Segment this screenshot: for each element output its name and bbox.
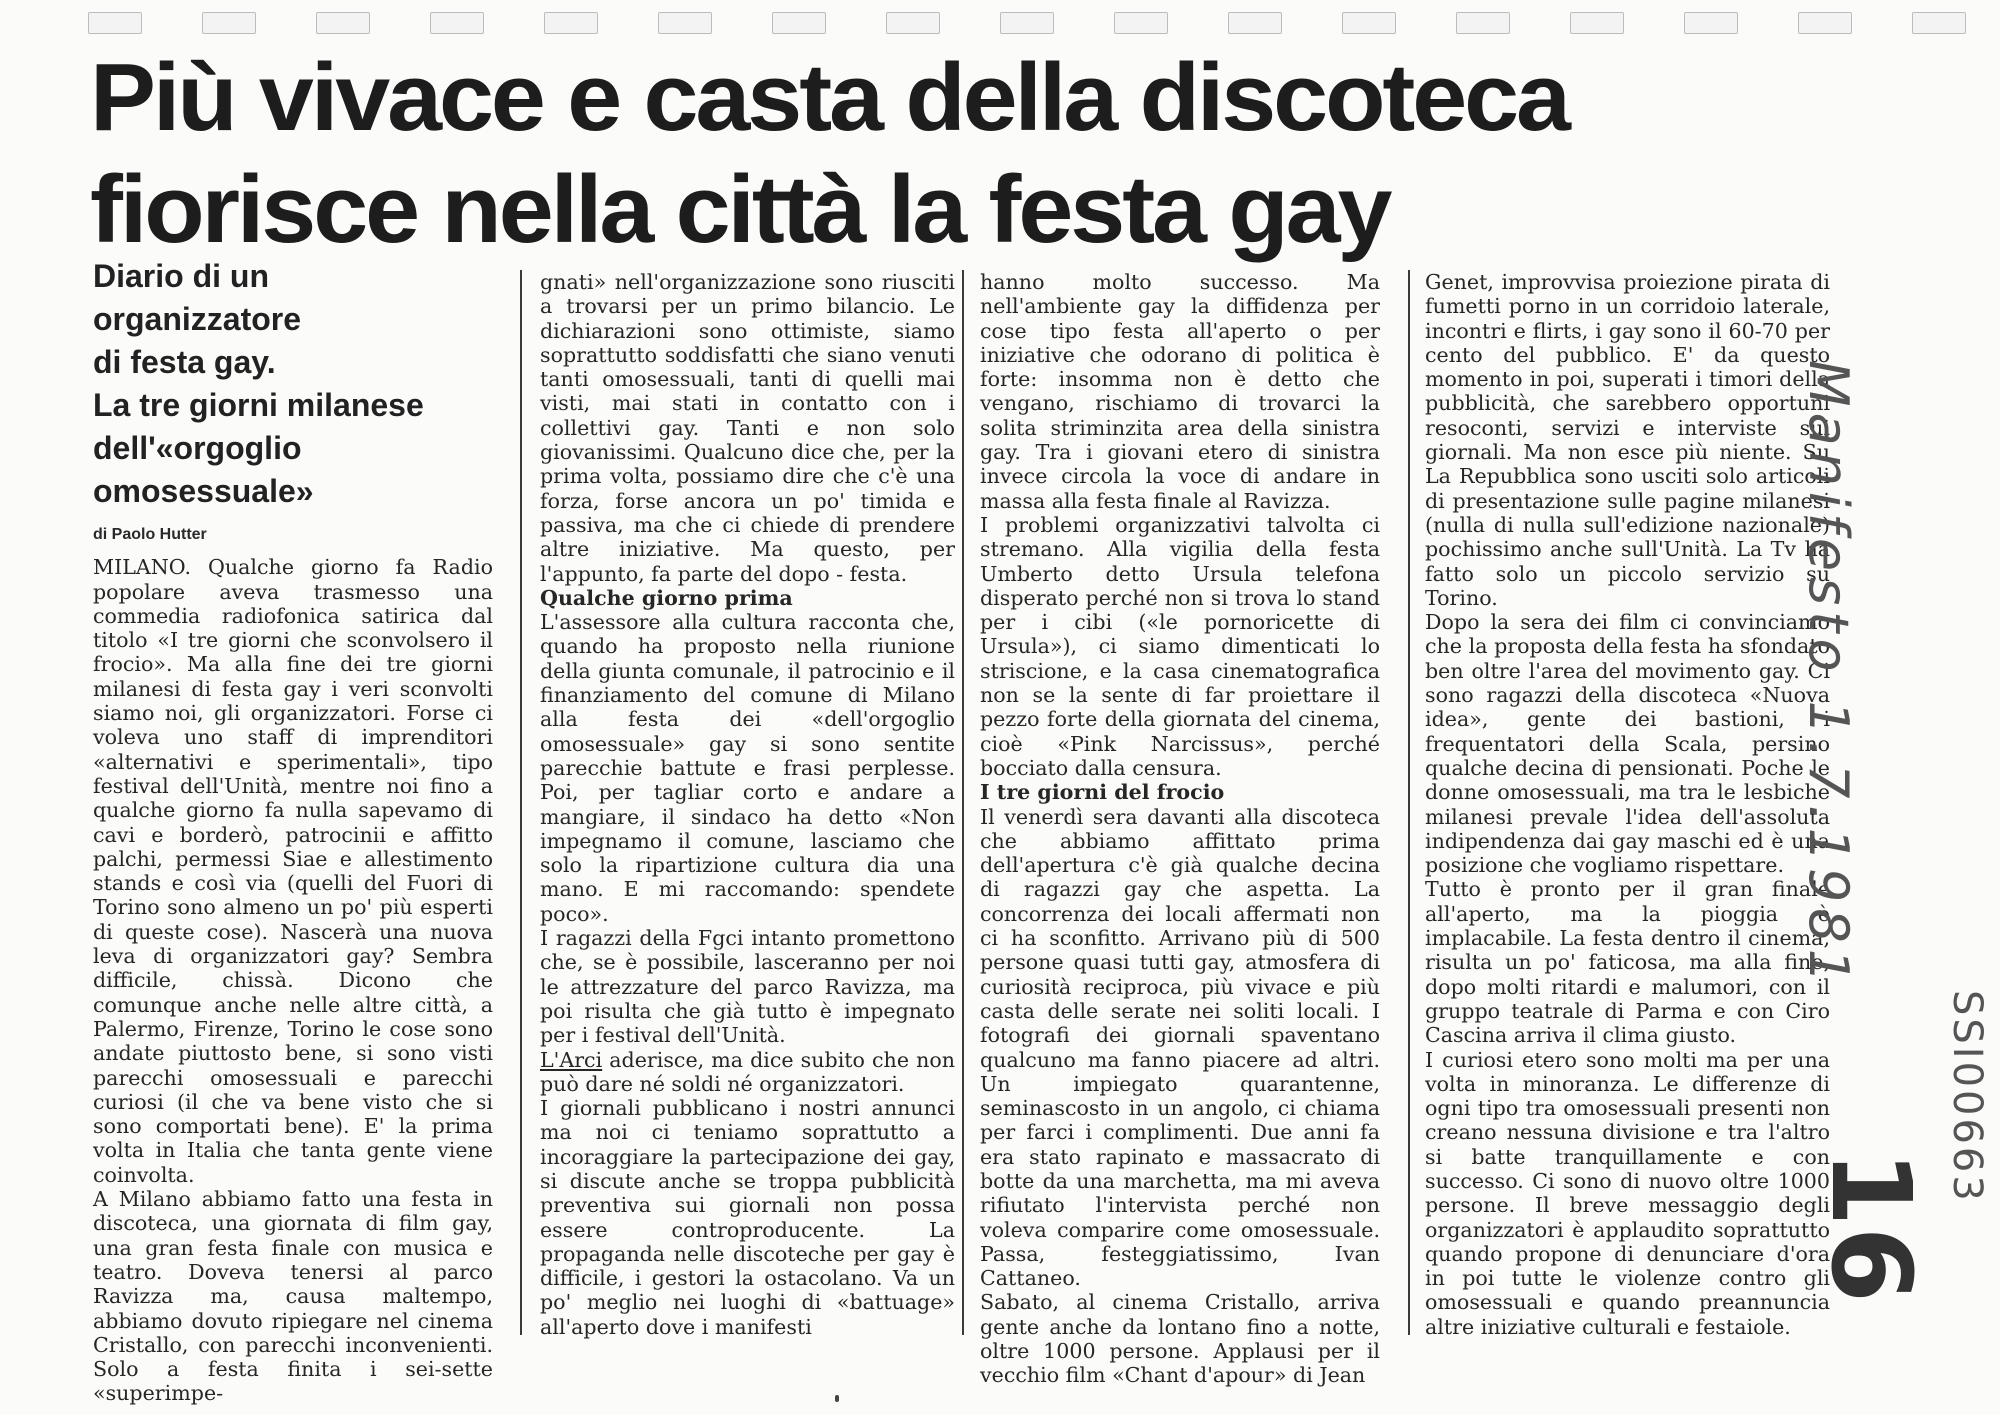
paragraph [540, 1048, 955, 1097]
article-column-1 [93, 255, 493, 1406]
paragraph: I ragazzi della Fgci intanto promettono che, se è possibile, lasceranno per noi le attrezzature del parco Ravizza, ma poi risulta che già tutto è impegnato per i festival dell'Unità. [540, 926, 955, 1048]
paragraph-text: aderisce, ma dice subito che non può dare né soldi né organizzatori. [540, 1047, 955, 1096]
archive-code-note: SSI00663 [1944, 990, 1990, 1204]
perforation-box [1342, 12, 1396, 34]
perforation-box [316, 12, 370, 34]
paragraph: A Milano abbiamo fatto una festa in discoteca, una giornata di film gay, una gran festa finale con musica e teatro. Doveva tenersi al parco Ravizza ma, causa maltempo, abbiamo dovuto ripiegare nel cinema Cristallo, con parecchi inconvenienti. Solo a festa finita i sei-sette «superimpe- [93, 1187, 493, 1406]
section-subhead: I tre giorni del frocio [980, 780, 1225, 805]
paragraph: gnati» nell'organizzazione sono riusciti a trovarsi per un primo bilancio. Le dichiarazioni sono ottimiste, siamo soprattutto soddisfatti che siano venuti tanti omosessuali, tanti di quelli mai visti, mai stati in contatto con i collettivi gay. Tanti e non solo giovanissimi. Qualcuno dice che, per la prima volta, possiamo dire che c'è una forza, forse ancora un po' timida e passiva, ma che ci chiede di prendere altre iniziative. Ma questo, per l'appunto, fa parte del dopo - festa. [540, 270, 955, 586]
deck-line: Diario di un [93, 258, 269, 294]
column-rule [962, 270, 964, 1335]
deck-line: La tre giorni milanese [93, 387, 424, 423]
perforation-box [1570, 12, 1624, 34]
perforation-box [886, 12, 940, 34]
column-rule [1408, 270, 1410, 1335]
perforation-box [544, 12, 598, 34]
deck-line: organizzatore [93, 301, 302, 337]
ink-speck [835, 1395, 839, 1402]
perforation-box [1000, 12, 1054, 34]
handwritten-source-note: Manifesto 1.7.1981 [1797, 360, 1860, 990]
column-rule [520, 270, 522, 1335]
byline: di Paolo Hutter [93, 526, 207, 543]
deck-subheadline [93, 255, 493, 513]
perforation-box [1684, 12, 1738, 34]
perforation-box [1912, 12, 1966, 34]
paragraph: I curiosi etero sono molti ma per una volta in minoranza. Le differenze di ogni tipo tra omosessuali presenti non creano nessuna divisione e tra l'altro si batte tranquillamente e con successo. Ci sono di nuovo oltre 1000 persone. Il breve messaggio degli organizzatori è applaudito soprattutto quando propone di denunciare d'ora in poi tutte le violenze contro gli omosessuali e quando preannuncia altre iniziative culturali e festaiole. [1425, 1047, 1830, 1339]
paragraph: I giornali pubblicano i nostri annunci ma noi ci teniamo soprattutto a incoraggiare la partecipazione dei gay, si discute anche se troppa pubblicità preventiva sui giornali non possa essere controproducente. La propaganda nelle discoteche per gay è difficile, i gestori la ostacolano. Va un po' meglio nei luoghi di «battuage» all'aperto dove i manifesti [540, 1096, 955, 1339]
perforation-box [1456, 12, 1510, 34]
paragraph: I problemi organizzativi talvolta ci stremano. Alla vigilia della festa Umberto detto Ursula telefona disperato perché non si trova lo stand per i cibi («le pornoricette di Ursula»), ci siamo dimenticati lo striscione, e la casa cinematografica non se la sente di far proiettare il pezzo forte della giornata del cinema, cioè «Pink Narcissus», perché bocciato dalla censura. [980, 512, 1380, 780]
perforation-box [1798, 12, 1852, 34]
perforation-box [1228, 12, 1282, 34]
perforation-box [430, 12, 484, 34]
paragraph: Tutto è pronto per il gran finale all'aperto, ma la pioggia è implacabile. La festa dentro il cinema, risulta un po' faticosa, ma alla fine, dopo molti ritardi e malumori, con il gruppo teatrale di Parma e con Ciro Cascina arriva il clima giusto. [1425, 877, 1830, 1048]
perforation-box [772, 12, 826, 34]
headline [90, 42, 1841, 266]
headline-line-1: Più vivace e casta della discoteca [90, 44, 1568, 151]
perforation-box [202, 12, 256, 34]
perforation-box [658, 12, 712, 34]
underlined-word: L'Arci [540, 1047, 603, 1072]
page-marker-note: 16 [1807, 1150, 1935, 1304]
article-column-4 [1425, 270, 1830, 1339]
article-column-2 [540, 270, 955, 1339]
paragraph: Sabato, al cinema Cristallo, arriva gente anche da lontano fino a notte, oltre 1000 persone. Applausi per il vecchio film «Chant d'apour» di Jean [980, 1290, 1380, 1388]
section-subhead: Qualche giorno prima [540, 585, 793, 610]
deck-line: omosessuale» [93, 473, 314, 509]
perforation-box [1114, 12, 1168, 34]
paragraph: L'assessore alla cultura racconta che, quando ha proposto nella riunione della giunta comunale, il patrocinio e il finanziamento del comune di Milano alla festa dei «dell'orgoglio omosessuale» gay si sono sentite parecchie battute e frasi perplesse. Poi, per tagliar corto e andare a mangiare, il sindaco ha detto «Non impegnamo il comune, lasciamo che solo la ripartizione cultura dia una mano. E mi raccomando: spendete poco». [540, 610, 955, 926]
clipping-perforation-strip [88, 12, 1988, 36]
deck-line: dell'«orgoglio [93, 430, 302, 466]
paragraph: Genet, improvvisa proiezione pirata di fumetti porno in un corridoio laterale, incontri e flirts, i gay sono il 60-70 per cento del pubblico. E' da questo momento in poi, superati i timori della pubblicità, che sarebbero opportuni resoconti, servizi e interviste sui giornali. Ma non esce più niente. Su La Repubblica sono usciti solo articoli di presentazione sulle pagine milanesi (nulla di nulla sull'edizione nazionale) pochissimo anche sull'Unità. La Tv ha fatto solo un piccolo servizio su Torino. [1425, 270, 1830, 610]
perforation-box [88, 12, 142, 34]
article-column-3 [980, 270, 1380, 1388]
paragraph: hanno molto successo. Ma nell'ambiente gay la diffidenza per cose tipo festa all'aperto o per iniziative che odorano di politica è forte: insomma non è detto che vengano, rischiamo di trovarci la solita striminzita area della sinistra gay. Tra i giovani etero di sinistra invece circola la voce di andare in massa alla festa finale al Ravizza. [980, 270, 1380, 513]
paragraph: MILANO. Qualche giorno fa Radio popolare aveva trasmesso una commedia radiofonica satirica dal titolo «I tre giorni che sconvolsero il frocio». Ma alla fine dei tre giorni milanesi di festa gay i veri sconvolti siamo noi, gli organizzatori. Forse ci voleva uno staff di imprenditori «alternativi e sperimentali», tipo festival dell'Unità, mentre noi fino a qualche giorno fa nulla sapevamo di cavi e borderò, patrocinii e affitto palchi, permessi Siae e allestimento stands e così via (quelli del Fuori di Torino sono almeno un po' più esperti di queste cose). Nascerà una nuova leva di organizzatori gay? Sembra difficile, chissà. Dicono che comunque anche nelle altre città, a Palermo, Firenze, Torino le cose sono andate piuttosto bene, si sono visti parecchi omosessuali e parecchi curiosi (il che va bene visto che si sono comportati bene). E' la prima volta in Italia che tanta gente viene coinvolta. [93, 555, 493, 1187]
paragraph: Il venerdì sera davanti alla discoteca che abbiamo affittato prima dell'apertura c'è già qualche decina di ragazzi gay che aspetta. La concorrenza dei locali affermati non ci ha sconfitto. Arrivano più di 500 persone quasi tutti gay, atmosfera di curiosità reciproca, più vivace e più casta delle serate nei soliti locali. I fotografi dei giornali spaventano qualcuno ma fanno piacere ad altri. Un impiegato quarantenne, seminascosto in un angolo, ci chiama per farci i complimenti. Due anni fa era stato rapinato e massacrato di botte da una marchetta, ma mi aveva rifiutato l'intervista perché non voleva comparire come omosessuale. Passa, festeggiatissimo, Ivan Cattaneo. [980, 804, 1380, 1291]
paragraph: Dopo la sera dei film ci convinciamo che la proposta della festa ha sfondato ben oltre l'area del movimento gay. Ci sono ragazzi della discoteca «Nuova idea», gente dei bastioni, i frequentatori della Scala, persino qualche decina di pensionati. Poche le donne omosessuali, ma tra le lesbiche milanesi prevale l'idea dell'assoluta indipendenza dai gay maschi ed è una posizione che vogliamo rispettare. [1425, 610, 1830, 878]
deck-line: di festa gay. [93, 344, 276, 380]
headline-line-2: fiorisce nella città la festa gay [90, 156, 1390, 263]
